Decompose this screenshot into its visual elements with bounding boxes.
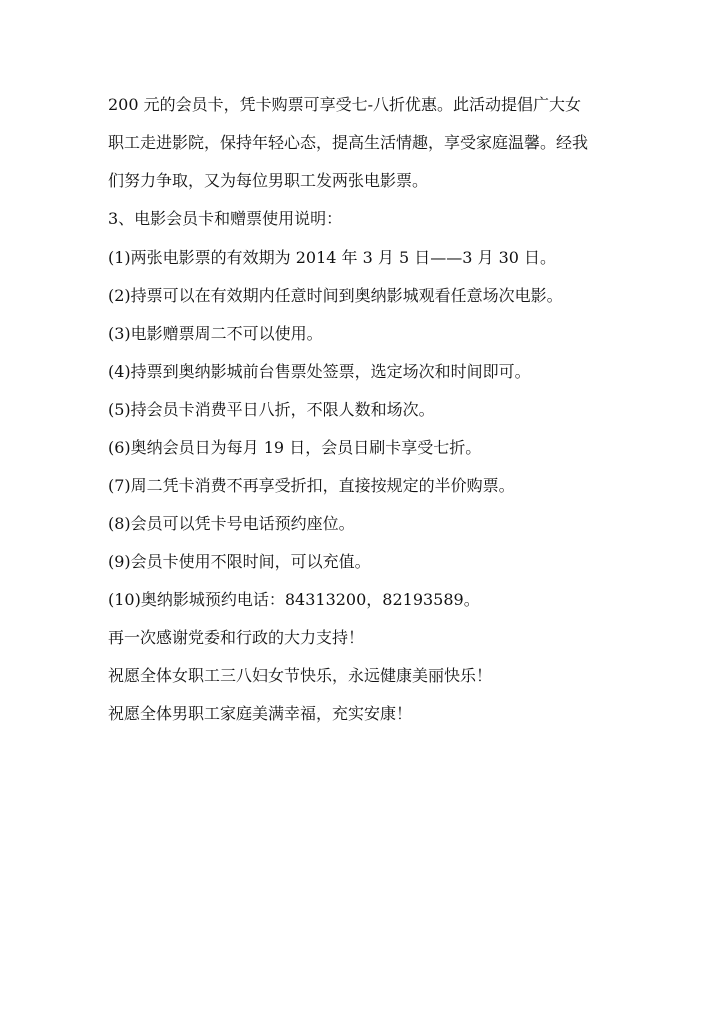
closing-line: 再一次感谢党委和行政的大力支持！: [108, 628, 365, 647]
paragraph-line: 们努力争取，又为每位男职工发两张电影票。: [108, 171, 429, 190]
closing-line: 祝愿全体男职工家庭美满幸福，充实安康！: [108, 704, 413, 723]
rule-item: (8)会员可以凭卡号电话预约座位。: [108, 514, 355, 533]
rule-item: (4)持票到奥纳影城前台售票处签票，选定场次和时间即可。: [108, 362, 531, 381]
section-heading: 3、电影会员卡和赠票使用说明：: [108, 209, 343, 228]
paragraph-line: 职工走进影院，保持年轻心态，提高生活情趣，享受家庭温馨。经我: [108, 133, 589, 152]
rule-item: (5)持会员卡消费平日八折，不限人数和场次。: [108, 400, 435, 419]
rule-item: (6)奥纳会员日为每月 19 日，会员日刷卡享受七折。: [108, 438, 482, 457]
rule-item: (1)两张电影票的有效期为 2014 年 3 月 5 日——3 月 30 日。: [108, 248, 557, 267]
closing-line: 祝愿全体女职工三八妇女节快乐，永远健康美丽快乐！: [108, 666, 493, 685]
rule-item: (2)持票可以在有效期内任意时间到奥纳影城观看任意场次电影。: [108, 286, 563, 305]
rule-item: (7)周二凭卡消费不再享受折扣，直接按规定的半价购票。: [108, 476, 515, 495]
paragraph-line: 200 元的会员卡，凭卡购票可享受七-八折优惠。此活动提倡广大女: [108, 95, 582, 114]
rule-item: (3)电影赠票周二不可以使用。: [108, 324, 323, 343]
rule-item: (10)奥纳影城预约电话：84313200，82193589。: [108, 590, 480, 609]
rule-item: (9)会员卡使用不限时间，可以充值。: [108, 552, 371, 571]
